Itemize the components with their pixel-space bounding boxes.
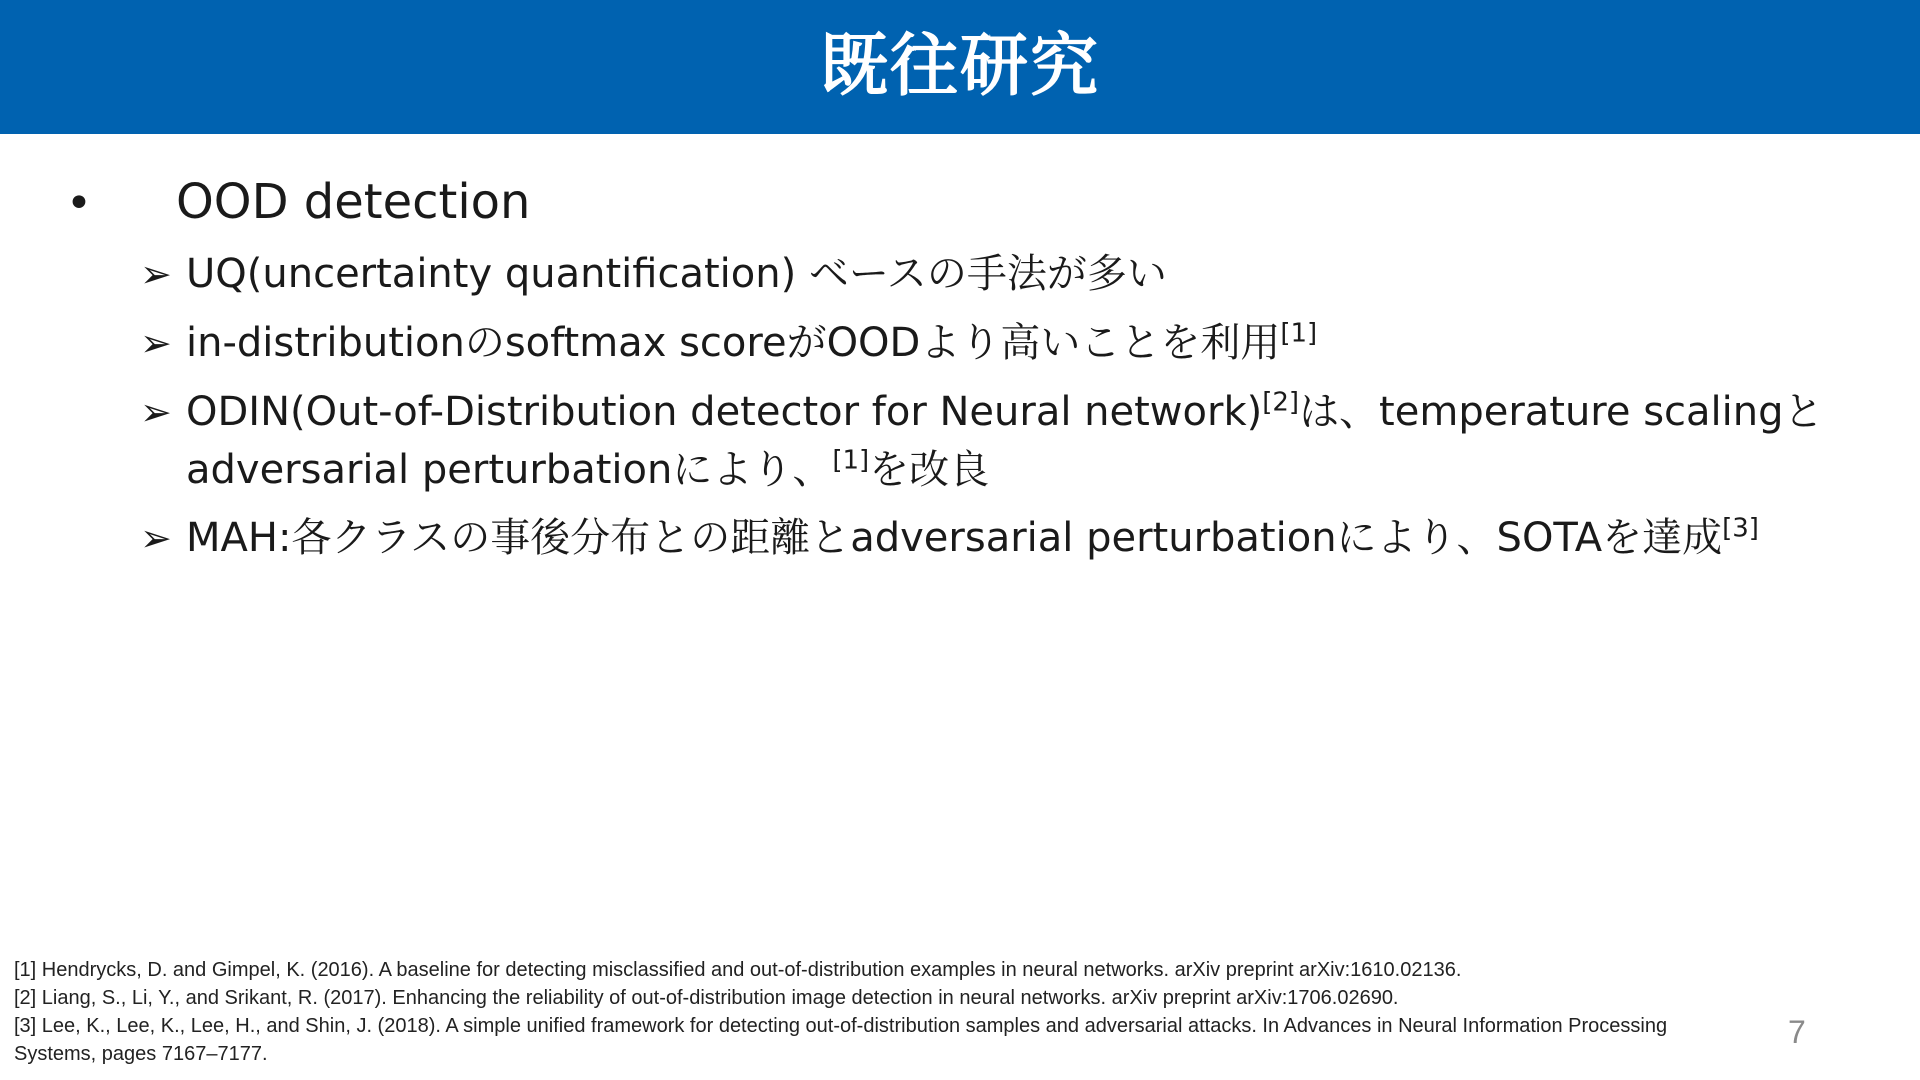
sub-bullet-odin bbox=[140, 383, 1860, 499]
references bbox=[14, 956, 1754, 1068]
arrow-bullet-icon: ➢ bbox=[140, 321, 172, 365]
bullet-dot-icon: • bbox=[66, 178, 92, 229]
bullet-text: OOD detection bbox=[176, 174, 531, 230]
citation-ref: [3] bbox=[1722, 513, 1759, 544]
citation-ref: [1] bbox=[1280, 318, 1318, 349]
sub-bullet-text-a: ODIN(Out-of-Distribution detector for Neural network) bbox=[186, 389, 1263, 435]
reference-item: [3] Lee, K., Lee, K., Lee, H., and Shin, J. (2018). A simple unified framework for detecting out-of-distribution samples and adversarial attacks. In Advances in Neural Information Processing Systems, pages 7167–7177. bbox=[14, 1015, 1668, 1065]
sub-bullet-text: in-distributionのsoftmax scoreがOODより高いことを利用 bbox=[186, 320, 1281, 366]
sub-bullet-uq bbox=[140, 245, 1860, 303]
sub-bullet-text: UQ(uncertainty quantification) ベースの手法が多い bbox=[186, 251, 1167, 297]
bullet-ood-detection bbox=[66, 170, 530, 236]
page-number: 7 bbox=[1788, 1014, 1806, 1050]
reference-item: [1] Hendrycks, D. and Gimpel, K. (2016). A baseline for detecting misclassified and out-of-distribution examples in neural networks. arXiv preprint arXiv:1610.02136. bbox=[14, 959, 1462, 981]
sub-bullet-mah bbox=[140, 509, 1860, 567]
sub-bullet-text: MAH:各クラスの事後分布との距離とadversarial perturbationにより、SOTAを達成 bbox=[186, 515, 1723, 561]
sub-bullet-text-c: を改良 bbox=[869, 447, 990, 493]
sub-bullet-softmax bbox=[140, 314, 1860, 372]
slide-title: 既往研究 bbox=[819, 27, 1100, 106]
arrow-bullet-icon: ➢ bbox=[140, 390, 172, 434]
sub-bullet-text-b: は、temperature scalingとadversarial perturbationにより、 bbox=[186, 389, 1824, 493]
arrow-bullet-icon: ➢ bbox=[140, 516, 172, 560]
arrow-bullet-icon: ➢ bbox=[140, 252, 172, 296]
citation-ref: [2] bbox=[1262, 387, 1300, 418]
citation-ref: [1] bbox=[832, 445, 870, 476]
reference-item: [2] Liang, S., Li, Y., and Srikant, R. (2017). Enhancing the reliability of out-of-distribution image detection in neural networks. arXiv preprint arXiv:1706.02690. bbox=[14, 987, 1399, 1009]
